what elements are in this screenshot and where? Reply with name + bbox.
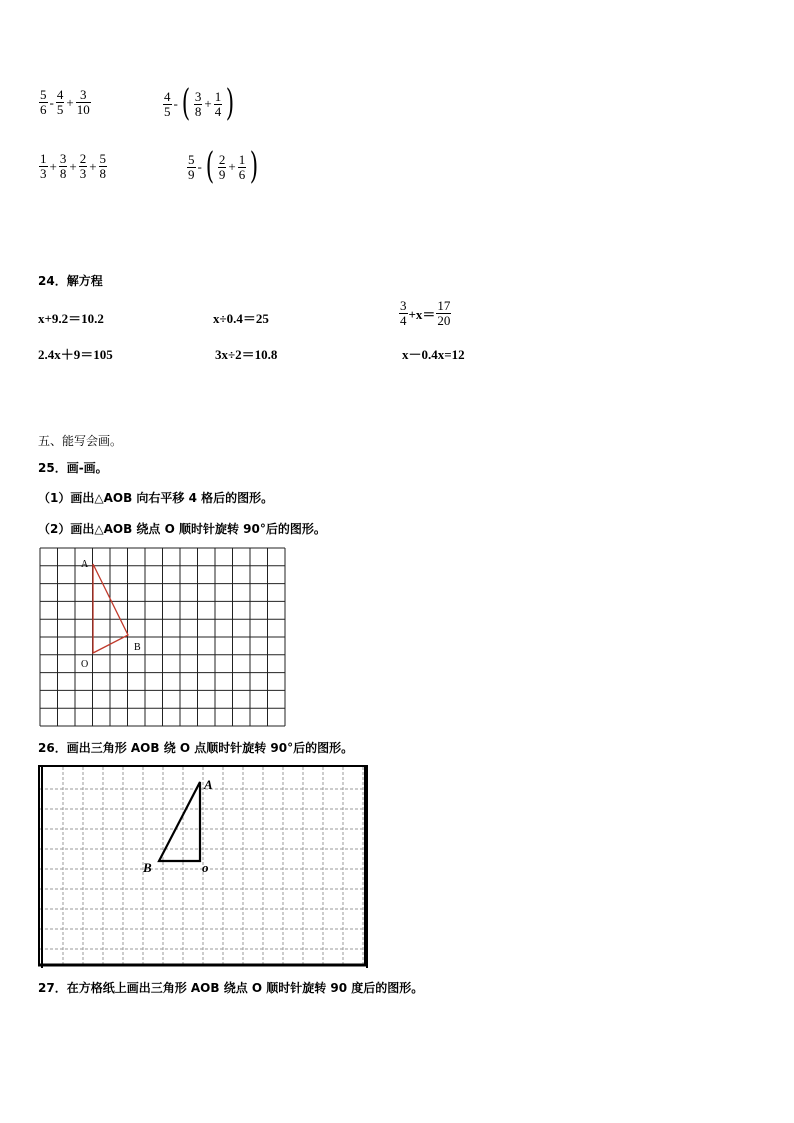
equation-5: 3x÷2＝10.8 — [215, 347, 278, 362]
q25-part-2: （2）画出△AOB 绕点 O 顺时针旋转 90°后的图形。 — [38, 522, 326, 536]
fraction-exercise-3 — [38, 152, 108, 181]
fraction: $\frac{5}{9}$ — [188, 151, 195, 182]
q25-part-1: （1）画出△AOB 向右平移 4 格后的图形。 — [38, 491, 274, 505]
fraction: $\frac{2}{3}$ — [79, 151, 87, 181]
fraction-exercise-4 — [186, 146, 261, 187]
fraction: $\frac{5}{8}$ — [99, 151, 107, 181]
equation-mid: +x＝ — [408, 307, 436, 322]
fraction-exercise-2 — [162, 83, 237, 124]
grid-1 — [38, 546, 290, 728]
grid-2 — [37, 764, 369, 969]
fraction-exercise-1 — [38, 88, 92, 117]
left-paren-glyph: ( — [205, 146, 215, 187]
fraction: $\frac{4}{5}$ — [56, 87, 64, 117]
fraction: $\frac{1}{4}$ — [214, 88, 222, 119]
operator: + — [89, 158, 97, 174]
equation-6: x－0.4x=12 — [402, 347, 465, 362]
operator: - — [173, 96, 178, 111]
operator: + — [228, 159, 236, 174]
section-5-title: 五、能写会画。 — [38, 434, 123, 448]
operator: + — [204, 96, 212, 111]
fraction: $\frac{4}{5}$ — [164, 88, 171, 119]
fraction: $\frac{3}{8}$ — [59, 151, 67, 181]
label-b: B — [134, 642, 141, 653]
label-a: A — [81, 559, 89, 570]
operator: - — [49, 94, 54, 110]
triangle-aob-2 — [159, 782, 200, 861]
label-o: o — [202, 860, 209, 875]
operator: + — [69, 158, 77, 174]
label-o: O — [81, 659, 89, 670]
operator: + — [49, 158, 57, 174]
fraction: $\frac{3}{10}$ — [76, 87, 90, 117]
operator: - — [197, 159, 202, 174]
left-paren-glyph: ( — [181, 83, 191, 124]
fraction: $\frac{1}{3}$ — [40, 151, 47, 181]
fraction: $\frac{2}{9}$ — [218, 151, 226, 182]
fraction: $\frac{1}{6}$ — [238, 151, 246, 182]
right-paren-glyph: ) — [250, 146, 259, 187]
equation-1: x+9.2＝10.2 — [38, 311, 104, 326]
q26-title: 26．画出三角形 AOB 绕 O 点顺时针旋转 90°后的图形。 — [38, 741, 354, 755]
equation-3 — [398, 299, 452, 328]
operator: + — [66, 94, 74, 110]
label-a: A — [204, 777, 213, 792]
label-b: B — [143, 860, 152, 875]
fraction: $\frac{5}{6}$ — [40, 87, 47, 117]
right-paren-glyph: ) — [226, 83, 235, 124]
fraction: $\frac{17}{20}$ — [437, 298, 451, 328]
q27-title: 27．在方格纸上画出三角形 AOB 绕点 O 顺时针旋转 90 度后的图形。 — [38, 981, 424, 995]
fraction: $\frac{3}{8}$ — [194, 88, 202, 119]
fraction: $\frac{3}{4}$ — [400, 298, 407, 328]
q25-title: 25．画-画。 — [38, 461, 108, 475]
equation-4: 2.4x＋9＝105 — [38, 347, 113, 362]
q24-title: 24．解方程 — [38, 274, 103, 288]
equation-2: x÷0.4＝25 — [213, 311, 269, 326]
